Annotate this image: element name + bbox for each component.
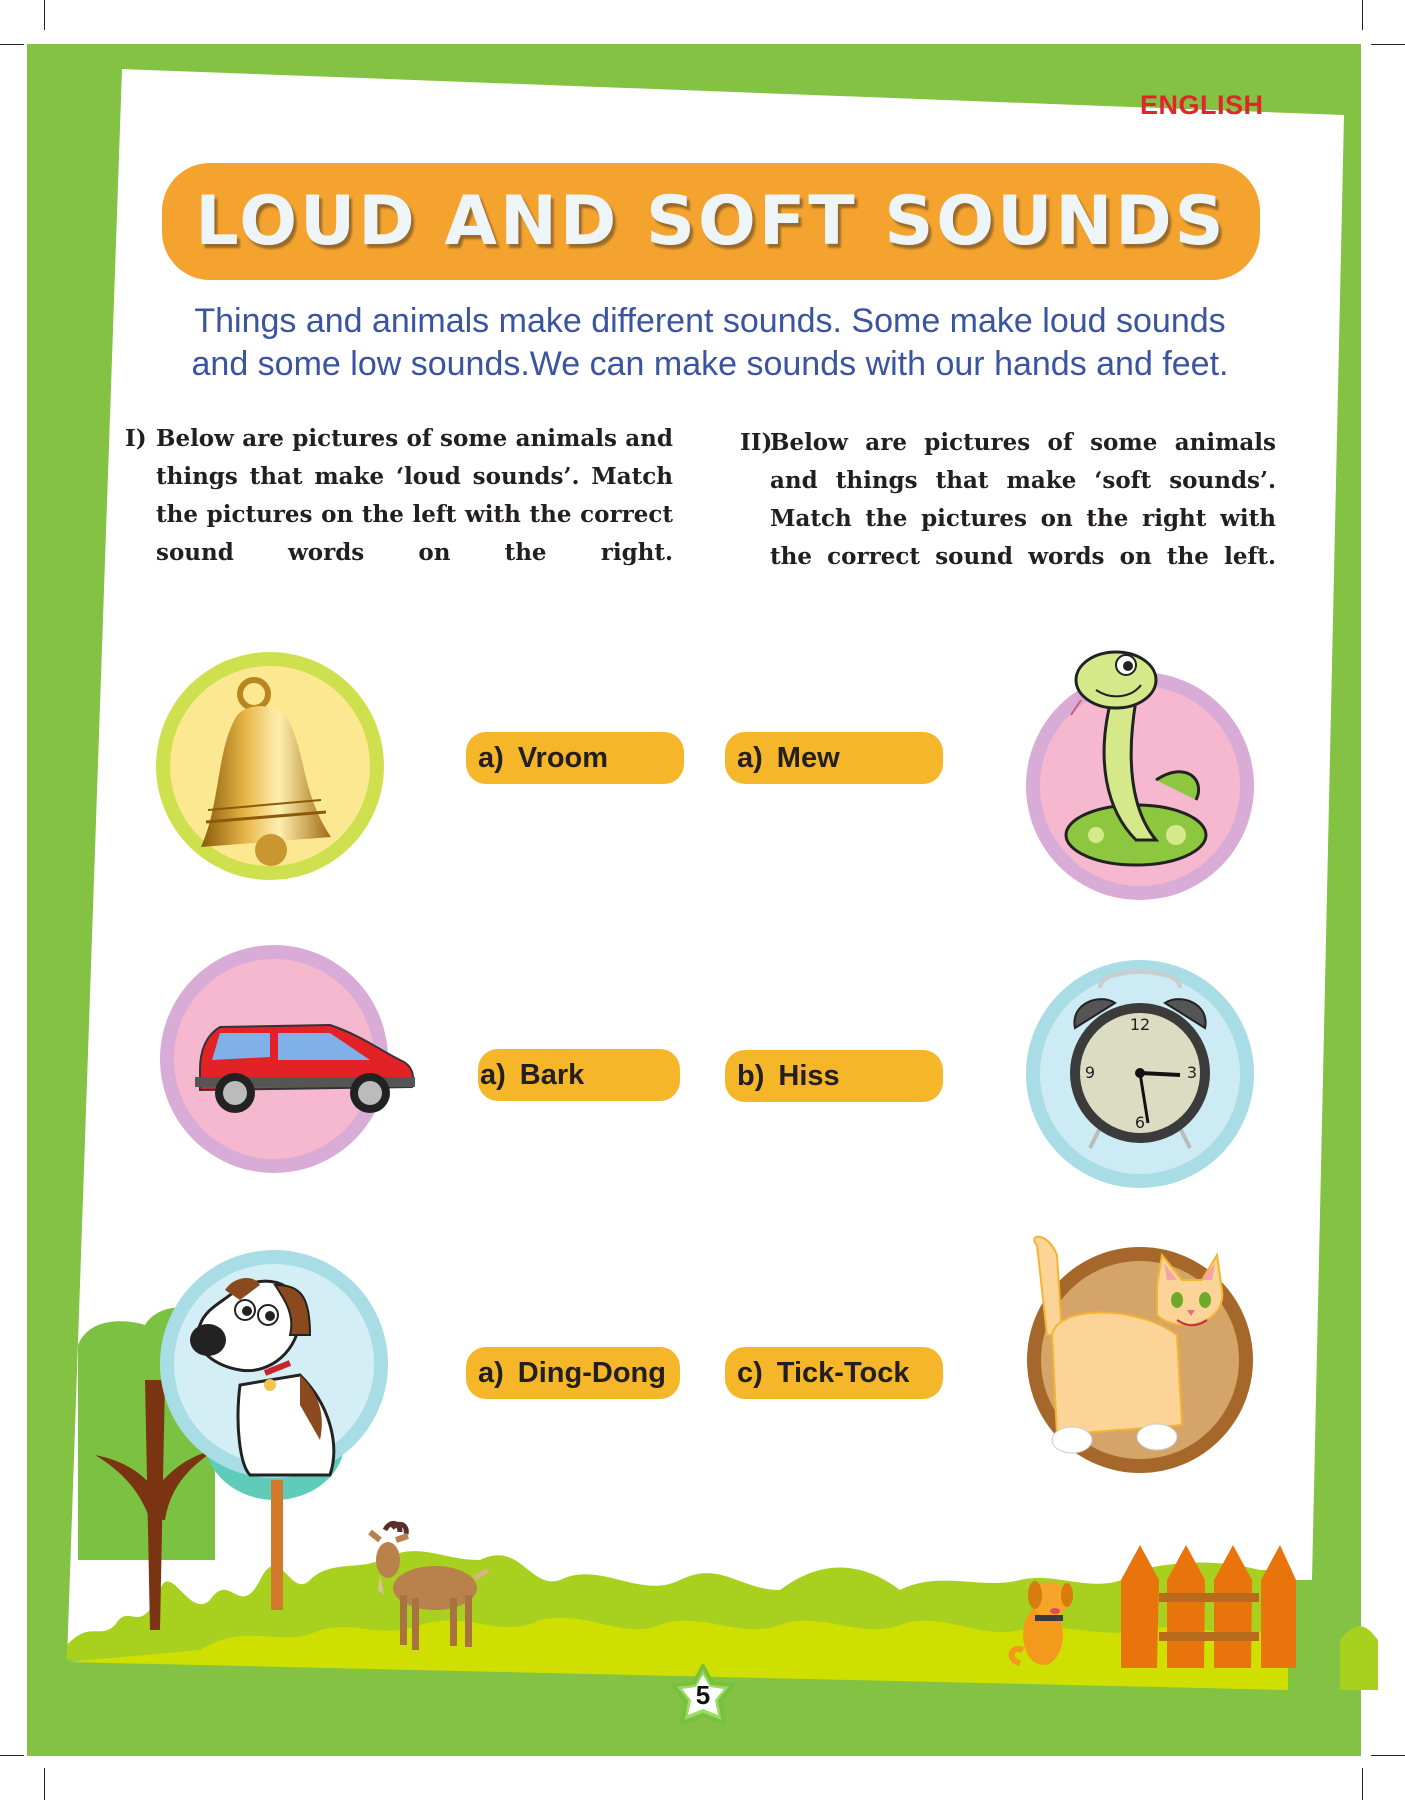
option-letter: a) — [478, 1356, 504, 1389]
bell-picture[interactable] — [156, 652, 384, 880]
soft-option-1[interactable] — [725, 732, 943, 784]
page-title: LOUD AND SOFT SOUNDS — [195, 182, 1227, 261]
option-letter: a) — [737, 741, 763, 774]
cat-icon — [1017, 1225, 1267, 1475]
svg-text:9: 9 — [1084, 1063, 1096, 1082]
car-picture[interactable] — [160, 945, 388, 1173]
loud-option-2[interactable] — [478, 1049, 680, 1101]
svg-text:6: 6 — [1134, 1113, 1146, 1132]
option-letter: a) — [480, 1058, 506, 1091]
instruction-number: I) — [125, 425, 147, 452]
bell-icon — [196, 672, 346, 872]
soft-option-3[interactable] — [725, 1347, 943, 1399]
cat-picture[interactable] — [1027, 1247, 1253, 1473]
option-letter: a) — [478, 741, 504, 774]
option-word: Bark — [519, 1058, 585, 1091]
goat-illustration — [350, 1520, 490, 1670]
dog-icon — [180, 1265, 360, 1480]
alarm-clock-picture[interactable] — [1026, 960, 1254, 1188]
instruction-text: Below are pictures of some animals and things that make ‘soft sounds’. Match the pictures on the right with the correct sound words on the left. — [770, 429, 1276, 570]
loud-option-1[interactable] — [466, 732, 684, 784]
option-word: Ding-Dong — [517, 1356, 666, 1389]
page-number: 5 — [695, 1680, 711, 1710]
option-word: Hiss — [778, 1059, 840, 1092]
alarm-clock-icon — [1060, 958, 1220, 1158]
dog-picture[interactable] — [160, 1250, 388, 1478]
option-word: Tick-Tock — [776, 1356, 910, 1389]
soft-option-2[interactable] — [725, 1050, 943, 1102]
page-title-banner — [162, 163, 1260, 280]
option-letter: b) — [737, 1059, 765, 1092]
snake-icon — [1056, 640, 1226, 870]
intro-line-2: and some low sounds.We can make sounds with our hands and feet. — [191, 345, 1229, 383]
svg-text:12: 12 — [1129, 1015, 1151, 1034]
instruction-soft — [740, 424, 1276, 576]
instruction-number: II) — [740, 429, 773, 456]
snake-picture[interactable] — [1026, 672, 1254, 900]
instruction-loud — [125, 420, 673, 572]
option-word: Vroom — [517, 741, 609, 774]
svg-text:3: 3 — [1186, 1063, 1198, 1082]
loud-option-3[interactable] — [466, 1347, 680, 1399]
option-letter: c) — [737, 1356, 763, 1389]
intro-text — [180, 300, 1240, 386]
intro-line-1: Things and animals make different sounds. Some make loud sounds — [194, 302, 1226, 340]
instruction-text: Below are pictures of some animals and things that make ‘loud sounds’. Match the pictures on the left with the correct sound words on the right. — [156, 425, 673, 566]
subject-label: ENGLISH — [1140, 90, 1264, 120]
puppy-illustration — [1005, 1575, 1080, 1670]
option-word: Mew — [776, 741, 840, 774]
car-icon — [190, 1005, 430, 1125]
